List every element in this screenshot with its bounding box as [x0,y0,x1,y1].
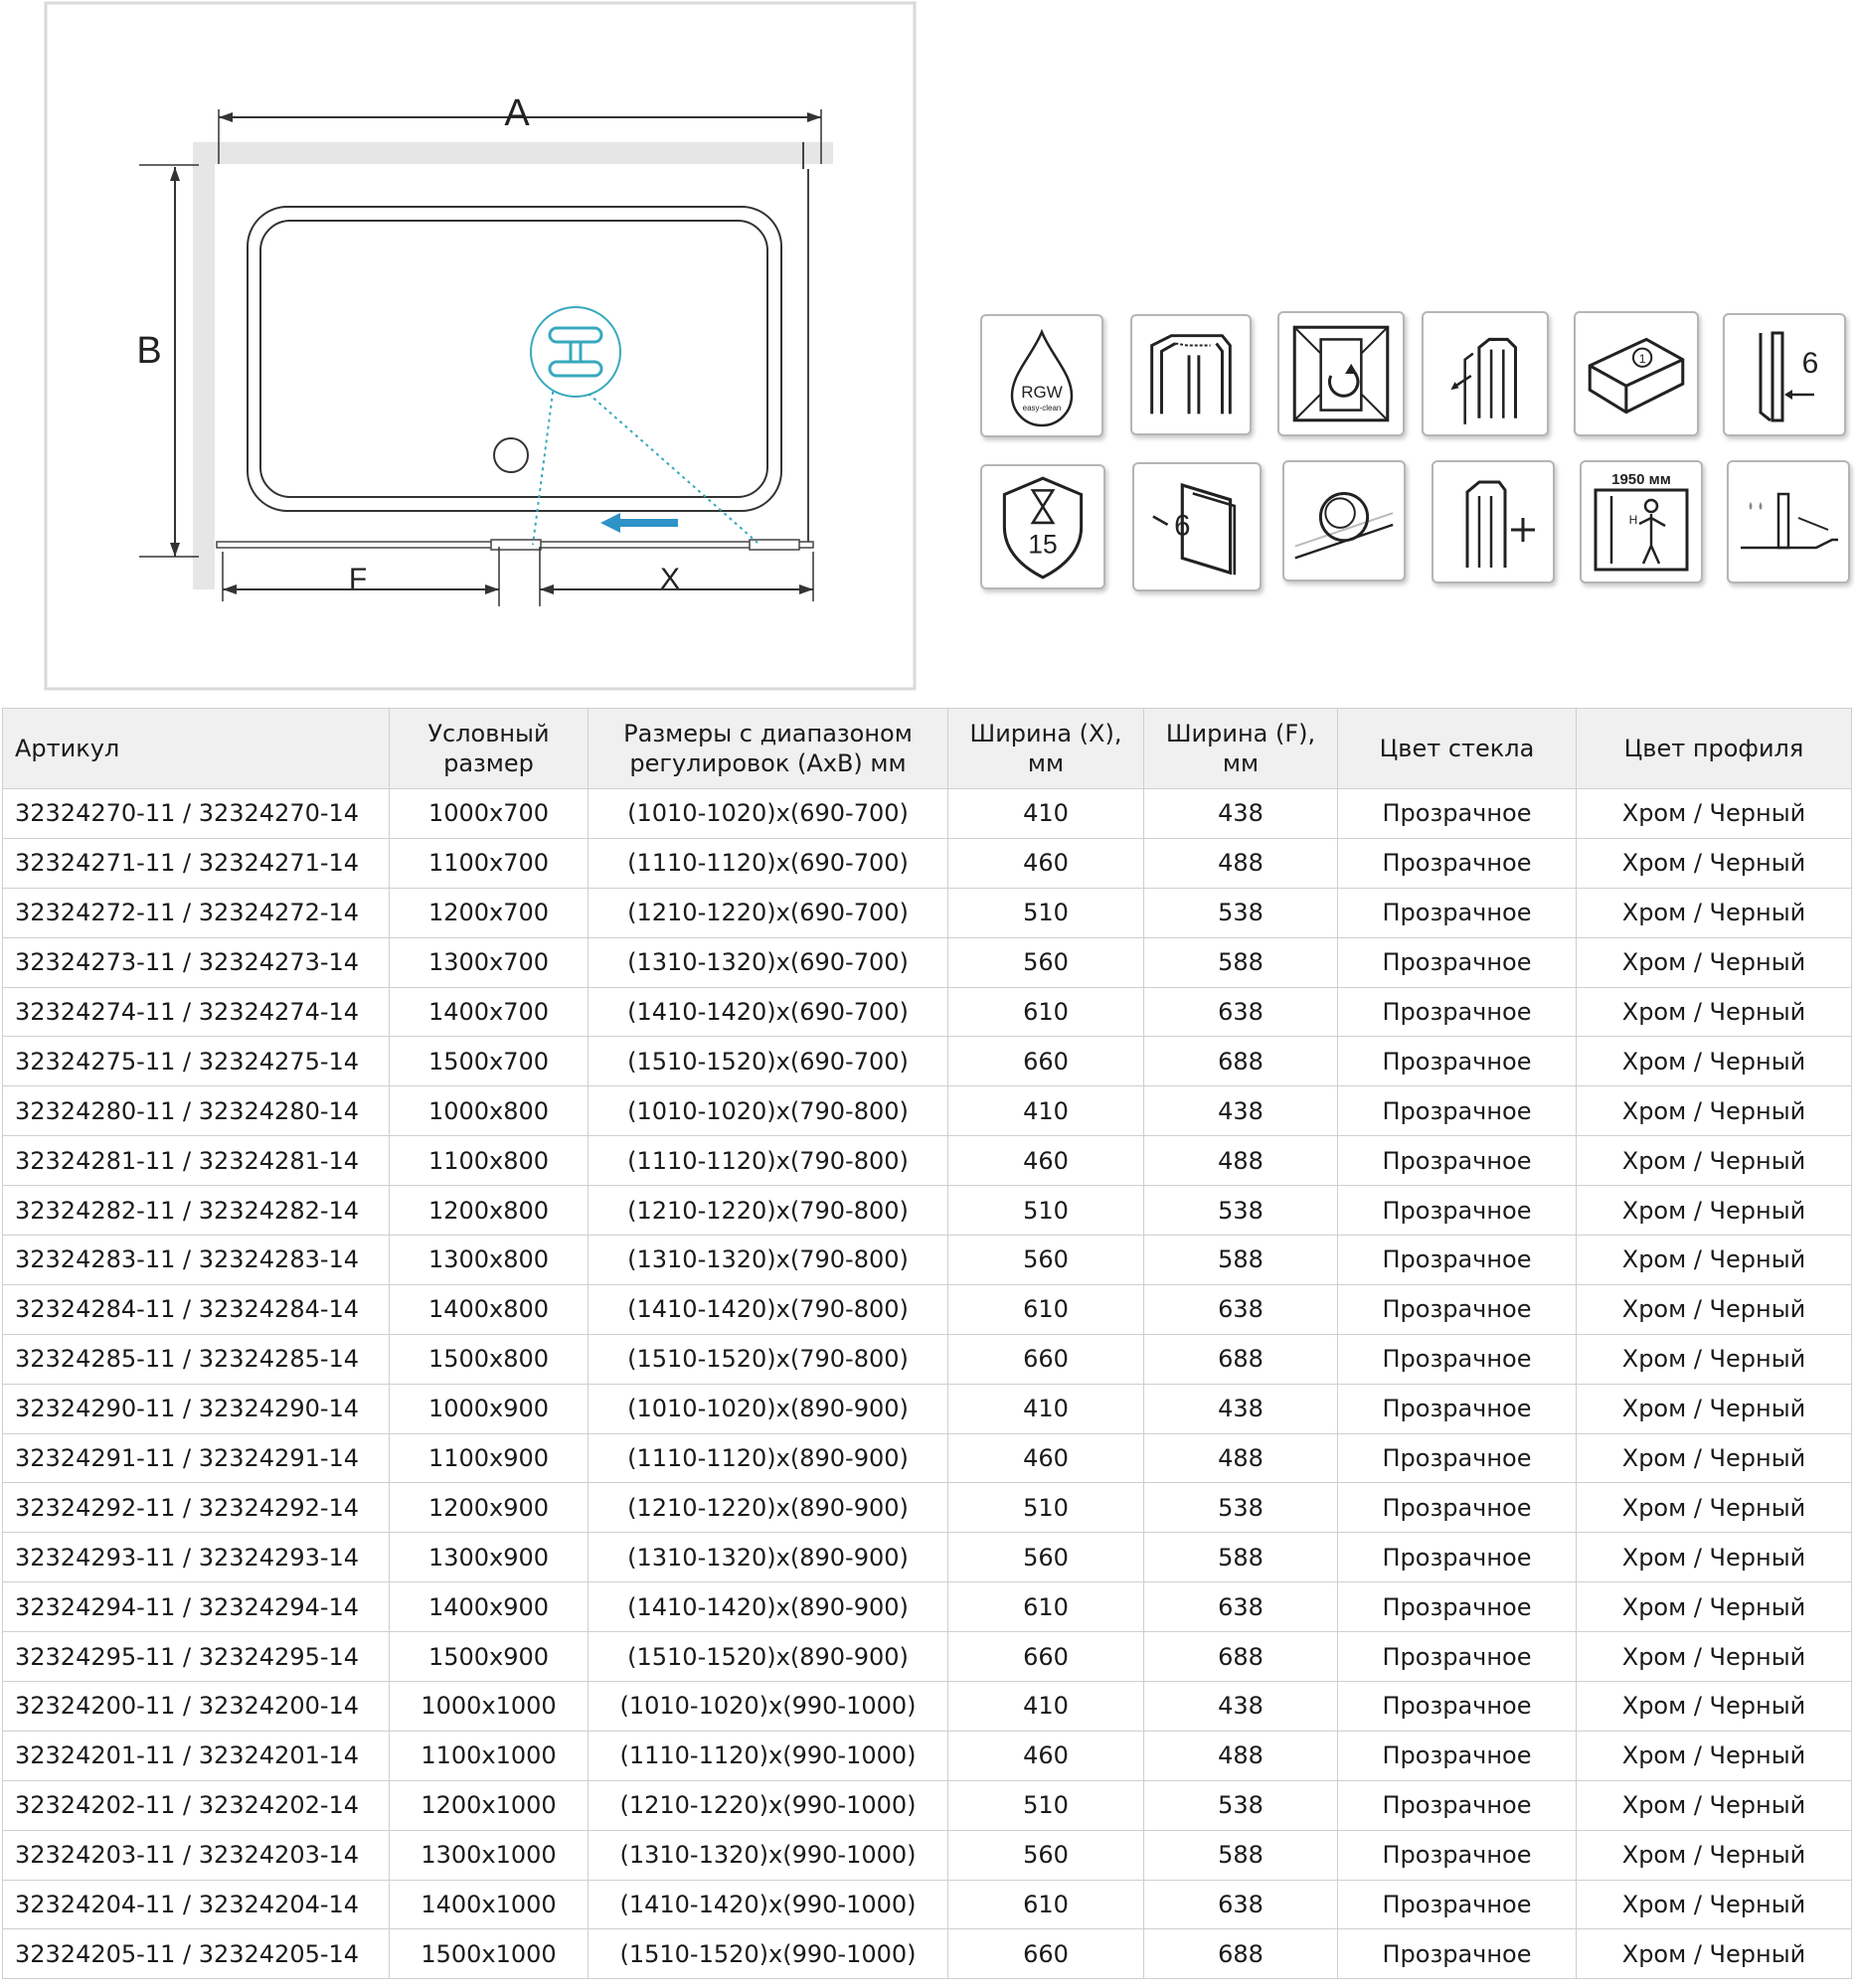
width-x-cell: 610 [948,1284,1144,1334]
glass-color-cell: Прозрачное [1338,987,1577,1037]
table-row [3,987,1852,1037]
width-x-cell: 410 [948,1086,1144,1136]
glass-color-cell: Прозрачное [1338,1186,1577,1236]
nominal-size-cell: 1300x700 [390,937,589,987]
adjust-range-cell: (1510-1520)x(790-800) [589,1334,948,1384]
drawing-frame [46,3,915,689]
profile-color-cell: Хром / Черный [1577,1483,1852,1533]
article-cell: 32324271-11 / 32324271-14 [3,838,390,888]
dimension-f-label: F [348,563,368,595]
profile-color-cell: Хром / Черный [1577,987,1852,1037]
article-cell: 32324202-11 / 32324202-14 [3,1780,390,1830]
article-cell: 32324292-11 / 32324292-14 [3,1483,390,1533]
table-row [3,1086,1852,1136]
width-f-cell: 588 [1144,1533,1338,1582]
width-f-cell: 488 [1144,1433,1338,1483]
width-x-cell: 410 [948,789,1144,839]
table-row [3,888,1852,937]
nominal-size-cell: 1500x800 [390,1334,589,1384]
header-profile-color: Цвет профиля [1577,709,1852,789]
adjust-range-cell: (1010-1020)x(890-900) [589,1384,948,1433]
warranty-years-text: 15 [1028,529,1058,560]
article-cell: 32324291-11 / 32324291-14 [3,1433,390,1483]
width-x-cell: 560 [948,1533,1144,1582]
width-x-cell: 660 [948,1632,1144,1682]
table-row [3,1186,1852,1236]
nominal-size-cell: 1300x800 [390,1236,589,1285]
adjust-range-cell: (1310-1320)x(690-700) [589,937,948,987]
glass-color-cell: Прозрачное [1338,1880,1577,1929]
glass-thickness-text: 6 [1801,347,1819,380]
width-f-cell: 638 [1144,1880,1338,1929]
width-x-cell: 510 [948,1780,1144,1830]
profile-color-cell: Хром / Черный [1577,1533,1852,1582]
article-cell: 32324285-11 / 32324285-14 [3,1334,390,1384]
table-header-row [3,709,1852,789]
table-row [3,1830,1852,1880]
nominal-size-cell: 1200x900 [390,1483,589,1533]
table-row [3,1929,1852,1979]
height-letter-text: H [1628,513,1638,527]
width-f-cell: 638 [1144,1582,1338,1632]
adjust-range-cell: (1110-1120)x(790-800) [589,1136,948,1186]
tray-installation-icon [1727,460,1850,583]
header-nominal-size: Условный размер [390,709,589,789]
nominal-size-cell: 1400x900 [390,1582,589,1632]
table-row [3,1483,1852,1533]
width-x-cell: 560 [948,1236,1144,1285]
glass-color-cell: Прозрачное [1338,1086,1577,1136]
table-row [3,1384,1852,1433]
wall-profile-adjustment-icon [1422,311,1549,436]
article-cell: 32324280-11 / 32324280-14 [3,1086,390,1136]
width-x-cell: 410 [948,1682,1144,1732]
width-f-cell: 438 [1144,1682,1338,1732]
article-cell: 32324273-11 / 32324273-14 [3,937,390,987]
glass-color-cell: Прозрачное [1338,1483,1577,1533]
article-cell: 32324275-11 / 32324275-14 [3,1037,390,1086]
nominal-size-cell: 1100x800 [390,1136,589,1186]
adjust-range-cell: (1210-1220)x(690-700) [589,888,948,937]
adjust-range-cell: (1010-1020)x(690-700) [589,789,948,839]
nominal-size-cell: 1400x800 [390,1284,589,1334]
glass-color-cell: Прозрачное [1338,1284,1577,1334]
article-cell: 32324200-11 / 32324200-14 [3,1682,390,1732]
adjust-range-cell: (1210-1220)x(990-1000) [589,1780,948,1830]
profile-color-cell: Хром / Черный [1577,1136,1852,1186]
glass-color-cell: Прозрачное [1338,1929,1577,1979]
width-x-cell: 560 [948,937,1144,987]
profile-color-cell: Хром / Черный [1577,1880,1852,1929]
glass-color-cell: Прозрачное [1338,1582,1577,1632]
height-1950-icon [1580,460,1703,583]
reversible-mounting-icon [1277,311,1405,436]
nominal-size-cell: 1200x700 [390,888,589,937]
nominal-size-cell: 1500x900 [390,1632,589,1682]
width-x-cell: 660 [948,1334,1144,1384]
profile-color-cell: Хром / Черный [1577,1780,1852,1830]
glass-color-cell: Прозрачное [1338,937,1577,987]
profile-color-cell: Хром / Черный [1577,1682,1852,1732]
adjust-range-cell: (1110-1120)x(690-700) [589,838,948,888]
package-count-text: 1 [1638,351,1646,366]
adjust-range-cell: (1410-1420)x(790-800) [589,1284,948,1334]
wall-top [195,142,833,164]
article-cell: 32324294-11 / 32324294-14 [3,1582,390,1632]
adjust-range-cell: (1410-1420)x(690-700) [589,987,948,1037]
table-row [3,1037,1852,1086]
adjust-range-cell: (1210-1220)x(790-800) [589,1186,948,1236]
drain-icon [494,438,528,472]
profile-color-cell: Хром / Черный [1577,937,1852,987]
width-x-cell: 510 [948,888,1144,937]
width-f-cell: 488 [1144,1731,1338,1780]
glass-color-cell: Прозрачное [1338,1731,1577,1780]
article-cell: 32324204-11 / 32324204-14 [3,1880,390,1929]
article-cell: 32324283-11 / 32324283-14 [3,1236,390,1285]
warranty-shield-icon [980,464,1105,589]
width-x-cell: 660 [948,1929,1144,1979]
table-row [3,1136,1852,1186]
easy-clean-text: easy-clean [1022,404,1062,413]
width-f-cell: 488 [1144,838,1338,888]
width-x-cell: 460 [948,1433,1144,1483]
width-f-cell: 538 [1144,1483,1338,1533]
glass-color-cell: Прозрачное [1338,789,1577,839]
glass-color-cell: Прозрачное [1338,1136,1577,1186]
article-cell: 32324295-11 / 32324295-14 [3,1632,390,1682]
adjust-range-cell: (1510-1520)x(890-900) [589,1632,948,1682]
profile-color-cell: Хром / Черный [1577,1384,1852,1433]
profile-color-cell: Хром / Черный [1577,888,1852,937]
nominal-size-cell: 1300x900 [390,1533,589,1582]
article-cell: 32324282-11 / 32324282-14 [3,1186,390,1236]
profile-color-cell: Хром / Черный [1577,1086,1852,1136]
width-f-cell: 638 [1144,987,1338,1037]
nominal-size-cell: 1400x1000 [390,1880,589,1929]
table-row [3,1284,1852,1334]
extension-profile-icon [1432,460,1555,583]
nominal-size-cell: 1000x1000 [390,1682,589,1732]
width-f-cell: 438 [1144,1384,1338,1433]
profile-color-cell: Хром / Черный [1577,838,1852,888]
width-f-cell: 588 [1144,1236,1338,1285]
glass-color-cell: Прозрачное [1338,888,1577,937]
width-x-cell: 560 [948,1830,1144,1880]
glass-thickness-icon [1723,313,1846,436]
nominal-size-cell: 1200x1000 [390,1780,589,1830]
nominal-size-cell: 1400x700 [390,987,589,1037]
dimension-x-label: X [659,563,681,595]
table-row [3,1334,1852,1384]
profile-color-cell: Хром / Черный [1577,789,1852,839]
article-cell: 32324272-11 / 32324272-14 [3,888,390,937]
article-cell: 32324293-11 / 32324293-14 [3,1533,390,1582]
nominal-size-cell: 1100x700 [390,838,589,888]
width-f-cell: 488 [1144,1136,1338,1186]
profile-color-cell: Хром / Черный [1577,1186,1852,1236]
glass-color-cell: Прозрачное [1338,1236,1577,1285]
profile-color-cell: Хром / Черный [1577,1236,1852,1285]
table-row [3,1582,1852,1632]
adjust-range-cell: (1510-1520)x(690-700) [589,1037,948,1086]
width-f-cell: 438 [1144,1086,1338,1136]
nominal-size-cell: 1500x1000 [390,1929,589,1979]
width-x-cell: 460 [948,838,1144,888]
profile-color-cell: Хром / Черный [1577,1929,1852,1979]
table-row [3,1533,1852,1582]
profile-color-cell: Хром / Черный [1577,1582,1852,1632]
profile-color-cell: Хром / Черный [1577,1037,1852,1086]
adjust-range-cell: (1410-1420)x(990-1000) [589,1880,948,1929]
width-f-cell: 438 [1144,789,1338,839]
article-cell: 32324281-11 / 32324281-14 [3,1136,390,1186]
table-row [3,937,1852,987]
width-f-cell: 688 [1144,1037,1338,1086]
header-width-x: Ширина (X), мм [948,709,1144,789]
width-f-cell: 588 [1144,1830,1338,1880]
article-cell: 32324270-11 / 32324270-14 [3,789,390,839]
glass-color-cell: Прозрачное [1338,1682,1577,1732]
nominal-size-cell: 1000x700 [390,789,589,839]
adjust-range-cell: (1410-1420)x(890-900) [589,1582,948,1632]
width-f-cell: 688 [1144,1334,1338,1384]
width-x-cell: 510 [948,1483,1144,1533]
glass-color-cell: Прозрачное [1338,1830,1577,1880]
adjust-range-cell: (1110-1120)x(890-900) [589,1433,948,1483]
specifications-table [2,708,1852,1979]
adjust-range-cell: (1310-1320)x(890-900) [589,1533,948,1582]
nominal-size-cell: 1100x1000 [390,1731,589,1780]
article-cell: 32324205-11 / 32324205-14 [3,1929,390,1979]
glass-color-cell: Прозрачное [1338,1433,1577,1483]
nominal-size-cell: 1000x800 [390,1086,589,1136]
width-f-cell: 588 [1144,937,1338,987]
width-x-cell: 610 [948,1582,1144,1632]
table-row [3,1682,1852,1732]
table-row [3,838,1852,888]
article-cell: 32324274-11 / 32324274-14 [3,987,390,1037]
table-row [3,789,1852,839]
width-f-cell: 538 [1144,1186,1338,1236]
profile-color-cell: Хром / Черный [1577,1433,1852,1483]
table-row [3,1236,1852,1285]
width-x-cell: 460 [948,1731,1144,1780]
width-f-cell: 638 [1144,1284,1338,1334]
width-x-cell: 510 [948,1186,1144,1236]
wall-left [193,142,215,589]
glass-color-cell: Прозрачное [1338,1780,1577,1830]
header-adjust-range: Размеры с диапазоном регулировок (АхВ) мм [589,709,948,789]
adjust-range-cell: (1010-1020)x(790-800) [589,1086,948,1136]
width-f-cell: 688 [1144,1632,1338,1682]
shower-door-drawing [0,0,925,696]
rgw-text: RGW [1021,383,1063,402]
table-row [3,1433,1852,1483]
dimension-a-label: A [504,92,530,134]
glass-color-cell: Прозрачное [1338,1037,1577,1086]
tempered-glass-6mm-icon [1132,462,1262,591]
profile-color-cell: Хром / Черный [1577,1632,1852,1682]
profile-color-cell: Хром / Черный [1577,1830,1852,1880]
article-cell: 32324203-11 / 32324203-14 [3,1830,390,1880]
width-f-cell: 538 [1144,1780,1338,1830]
profile-color-cell: Хром / Черный [1577,1334,1852,1384]
glass-color-cell: Прозрачное [1338,1334,1577,1384]
adjust-range-cell: (1310-1320)x(790-800) [589,1236,948,1285]
width-x-cell: 660 [948,1037,1144,1086]
profile-color-cell: Хром / Черный [1577,1731,1852,1780]
roller-detail-zoom [531,307,620,397]
header-article: Артикул [3,709,390,789]
table-row [3,1731,1852,1780]
width-f-cell: 688 [1144,1929,1338,1979]
single-package-box-icon [1574,311,1699,436]
article-cell: 32324284-11 / 32324284-14 [3,1284,390,1334]
header-width-f: Ширина (F), мм [1144,709,1338,789]
height-value-text: 1950 мм [1611,471,1671,488]
header-glass-color: Цвет стекла [1338,709,1577,789]
glass-color-cell: Прозрачное [1338,1632,1577,1682]
rgw-easy-clean-drop-icon [980,314,1103,437]
adjust-range-cell: (1310-1320)x(990-1000) [589,1830,948,1880]
glass-color-cell: Прозрачное [1338,1384,1577,1433]
glass-color-cell: Прозрачное [1338,838,1577,888]
width-x-cell: 610 [948,1880,1144,1929]
article-cell: 32324201-11 / 32324201-14 [3,1731,390,1780]
door-profile-icon [1130,314,1252,435]
table-row [3,1780,1852,1830]
adjust-range-cell: (1210-1220)x(890-900) [589,1483,948,1533]
adjust-range-cell: (1510-1520)x(990-1000) [589,1929,948,1979]
table-row [3,1632,1852,1682]
nominal-size-cell: 1100x900 [390,1433,589,1483]
nominal-size-cell: 1200x800 [390,1186,589,1236]
width-x-cell: 410 [948,1384,1144,1433]
glass-color-cell: Прозрачное [1338,1533,1577,1582]
door-knob-icon [1282,460,1406,581]
nominal-size-cell: 1300x1000 [390,1830,589,1880]
table-row [3,1880,1852,1929]
nominal-size-cell: 1500x700 [390,1037,589,1086]
dimension-b-label: B [136,330,162,372]
width-x-cell: 460 [948,1136,1144,1186]
adjust-range-cell: (1110-1120)x(990-1000) [589,1731,948,1780]
profile-color-cell: Хром / Черный [1577,1284,1852,1334]
tempered-glass-text: 6 [1174,509,1191,543]
article-cell: 32324290-11 / 32324290-14 [3,1384,390,1433]
nominal-size-cell: 1000x900 [390,1384,589,1433]
width-x-cell: 610 [948,987,1144,1037]
adjust-range-cell: (1010-1020)x(990-1000) [589,1682,948,1732]
width-f-cell: 538 [1144,888,1338,937]
